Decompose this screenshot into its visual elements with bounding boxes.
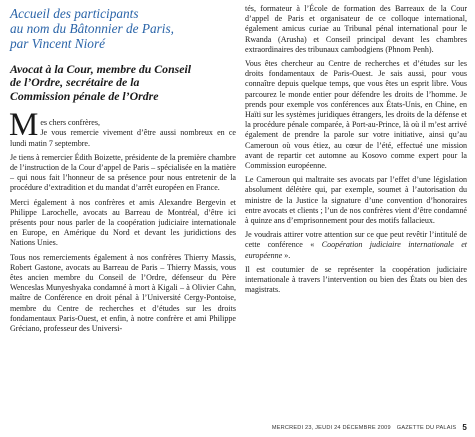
page-number: 5 (462, 423, 467, 432)
paragraph: Il est coutumier de se représenter la coopération judiciaire internationale à travers l’intervention ou bien des États ou bien des magistrats. (245, 264, 467, 295)
paragraph (245, 230, 467, 261)
issue-date: MERCREDI 23, JEUDI 24 DÉCEMBRE 2009 (271, 424, 391, 431)
salutation-block (9, 107, 236, 149)
author-byline (10, 63, 236, 103)
publication-name: GAZETTE DU PALAIS (396, 424, 457, 431)
paragraph-lead: Je voudrais attirer votre attention sur ce que peut revêtir l’intitulé de cette conférence « (245, 230, 467, 250)
article-title (10, 6, 236, 51)
paragraph: Tous nos remerciements également à nos confrères Thierry Massis, Robert Gastone, avocats au Barreau de Paris – Thierry Massis, vous êtes ancien membre du Conseil de l’Ordre, défenseur du Père Wenceslas Munyeshyaka condamné à mort à Kigali – à Olivier Cahn, maître de Conférence en droit pénal à l’Université Cergy-Pontoise, membre du Centre de recherches et d’études sur les droits fondamentaux Paris-Ouest, et enfin, à notre confrère et ami Philippe Gréciano, professeur des Universi- (10, 252, 236, 334)
drop-cap: M (9, 107, 39, 144)
right-column (245, 4, 467, 295)
salutation-text: es chers confrères, (40, 118, 100, 128)
paragraph: Je tiens à remercier Édith Boizette, présidente de la première chambre de l’instruction de la Cour d’appel de Paris – spécialisée en la matière – qui nous fait l’honneur de sa présence pour nous entretenir de la procédure d’extradition et du mandat d’arrêt européen en France. (10, 152, 236, 193)
paragraph: tés, formateur à l’École de formation des Barreaux de la Cour d’appel de Paris et organisateur de ce colloque international, également amicus curiae au Tribunal pénal international pour le Rwanda (Arusha) et Conseil principal devant les chambres extraordinaires des tribunaux cambodgiens (Phnom Penh). (245, 4, 467, 54)
paragraph: Le Cameroun qui maltraite ses avocats par l’effet d’une législation absolument délétère qui, par exemple, soumet à l’autorisation du ministre de la Justice la signature d’une convention d’honoraires entre avocats et clients ; l’un de nos confrères vient d’être condamné à quinze ans d’emprisonnement pour des motifs fallacieux. (245, 175, 467, 226)
byline-line: Avocat à la Cour, membre du Conseil (10, 62, 192, 76)
title-line: Accueil des participants (10, 6, 139, 21)
byline-line: Commission pénale de l’Ordre (10, 88, 159, 103)
paragraph: Vous êtes chercheur au Centre de recherches et d’études sur les droits fondamentaux de Paris-Ouest. Je sais aussi, pour vous connaître depuis quelque temps, que vous êtes un esprit libre. Vous parcourez le monde entier pour défendre les droits de l’homme. Je prends pour exemple vos conférences aux États-Unis, en Chine, en Haïti sur les systèmes juridiques étrangers, les droits de la défense et la procédure pénale comparée, à Port-au-Prince, là où il m’est arrivé également de prendre la parole sur votre initiative, ainsi qu’au Cameroun où vous étiez, au cœur de l’été, effectué une mission avant de repartir cet automne au Kosovo comme expert pour la Commission européenne. (245, 59, 467, 171)
title-line: par Vincent Nioré (10, 36, 106, 51)
byline-line: de l’Ordre, secrétaire de la (10, 75, 140, 90)
page-footer (245, 423, 467, 432)
conference-title: Coopération judiciaire internationale et européenne (245, 240, 467, 260)
left-column (10, 4, 236, 334)
paragraph-tail: ». (282, 250, 291, 260)
salutation (9, 107, 236, 149)
title-line: au nom du Bâtonnier de Paris, (10, 21, 174, 36)
opening-sentence: Je vous remercie vivement d’être aussi nombreux en ce lundi matin 7 septembre. (10, 128, 236, 148)
paragraph: Merci également à nos confrères et amis Alexandre Bergevin et Philippe Larochelle, avocats au Barreau de Montréal, d’être ici présents pour nous parler de la coopération judiciaire internationale en Europe, en Amérique du Nord et devant les juridictions des Nations Unies. (10, 197, 236, 248)
